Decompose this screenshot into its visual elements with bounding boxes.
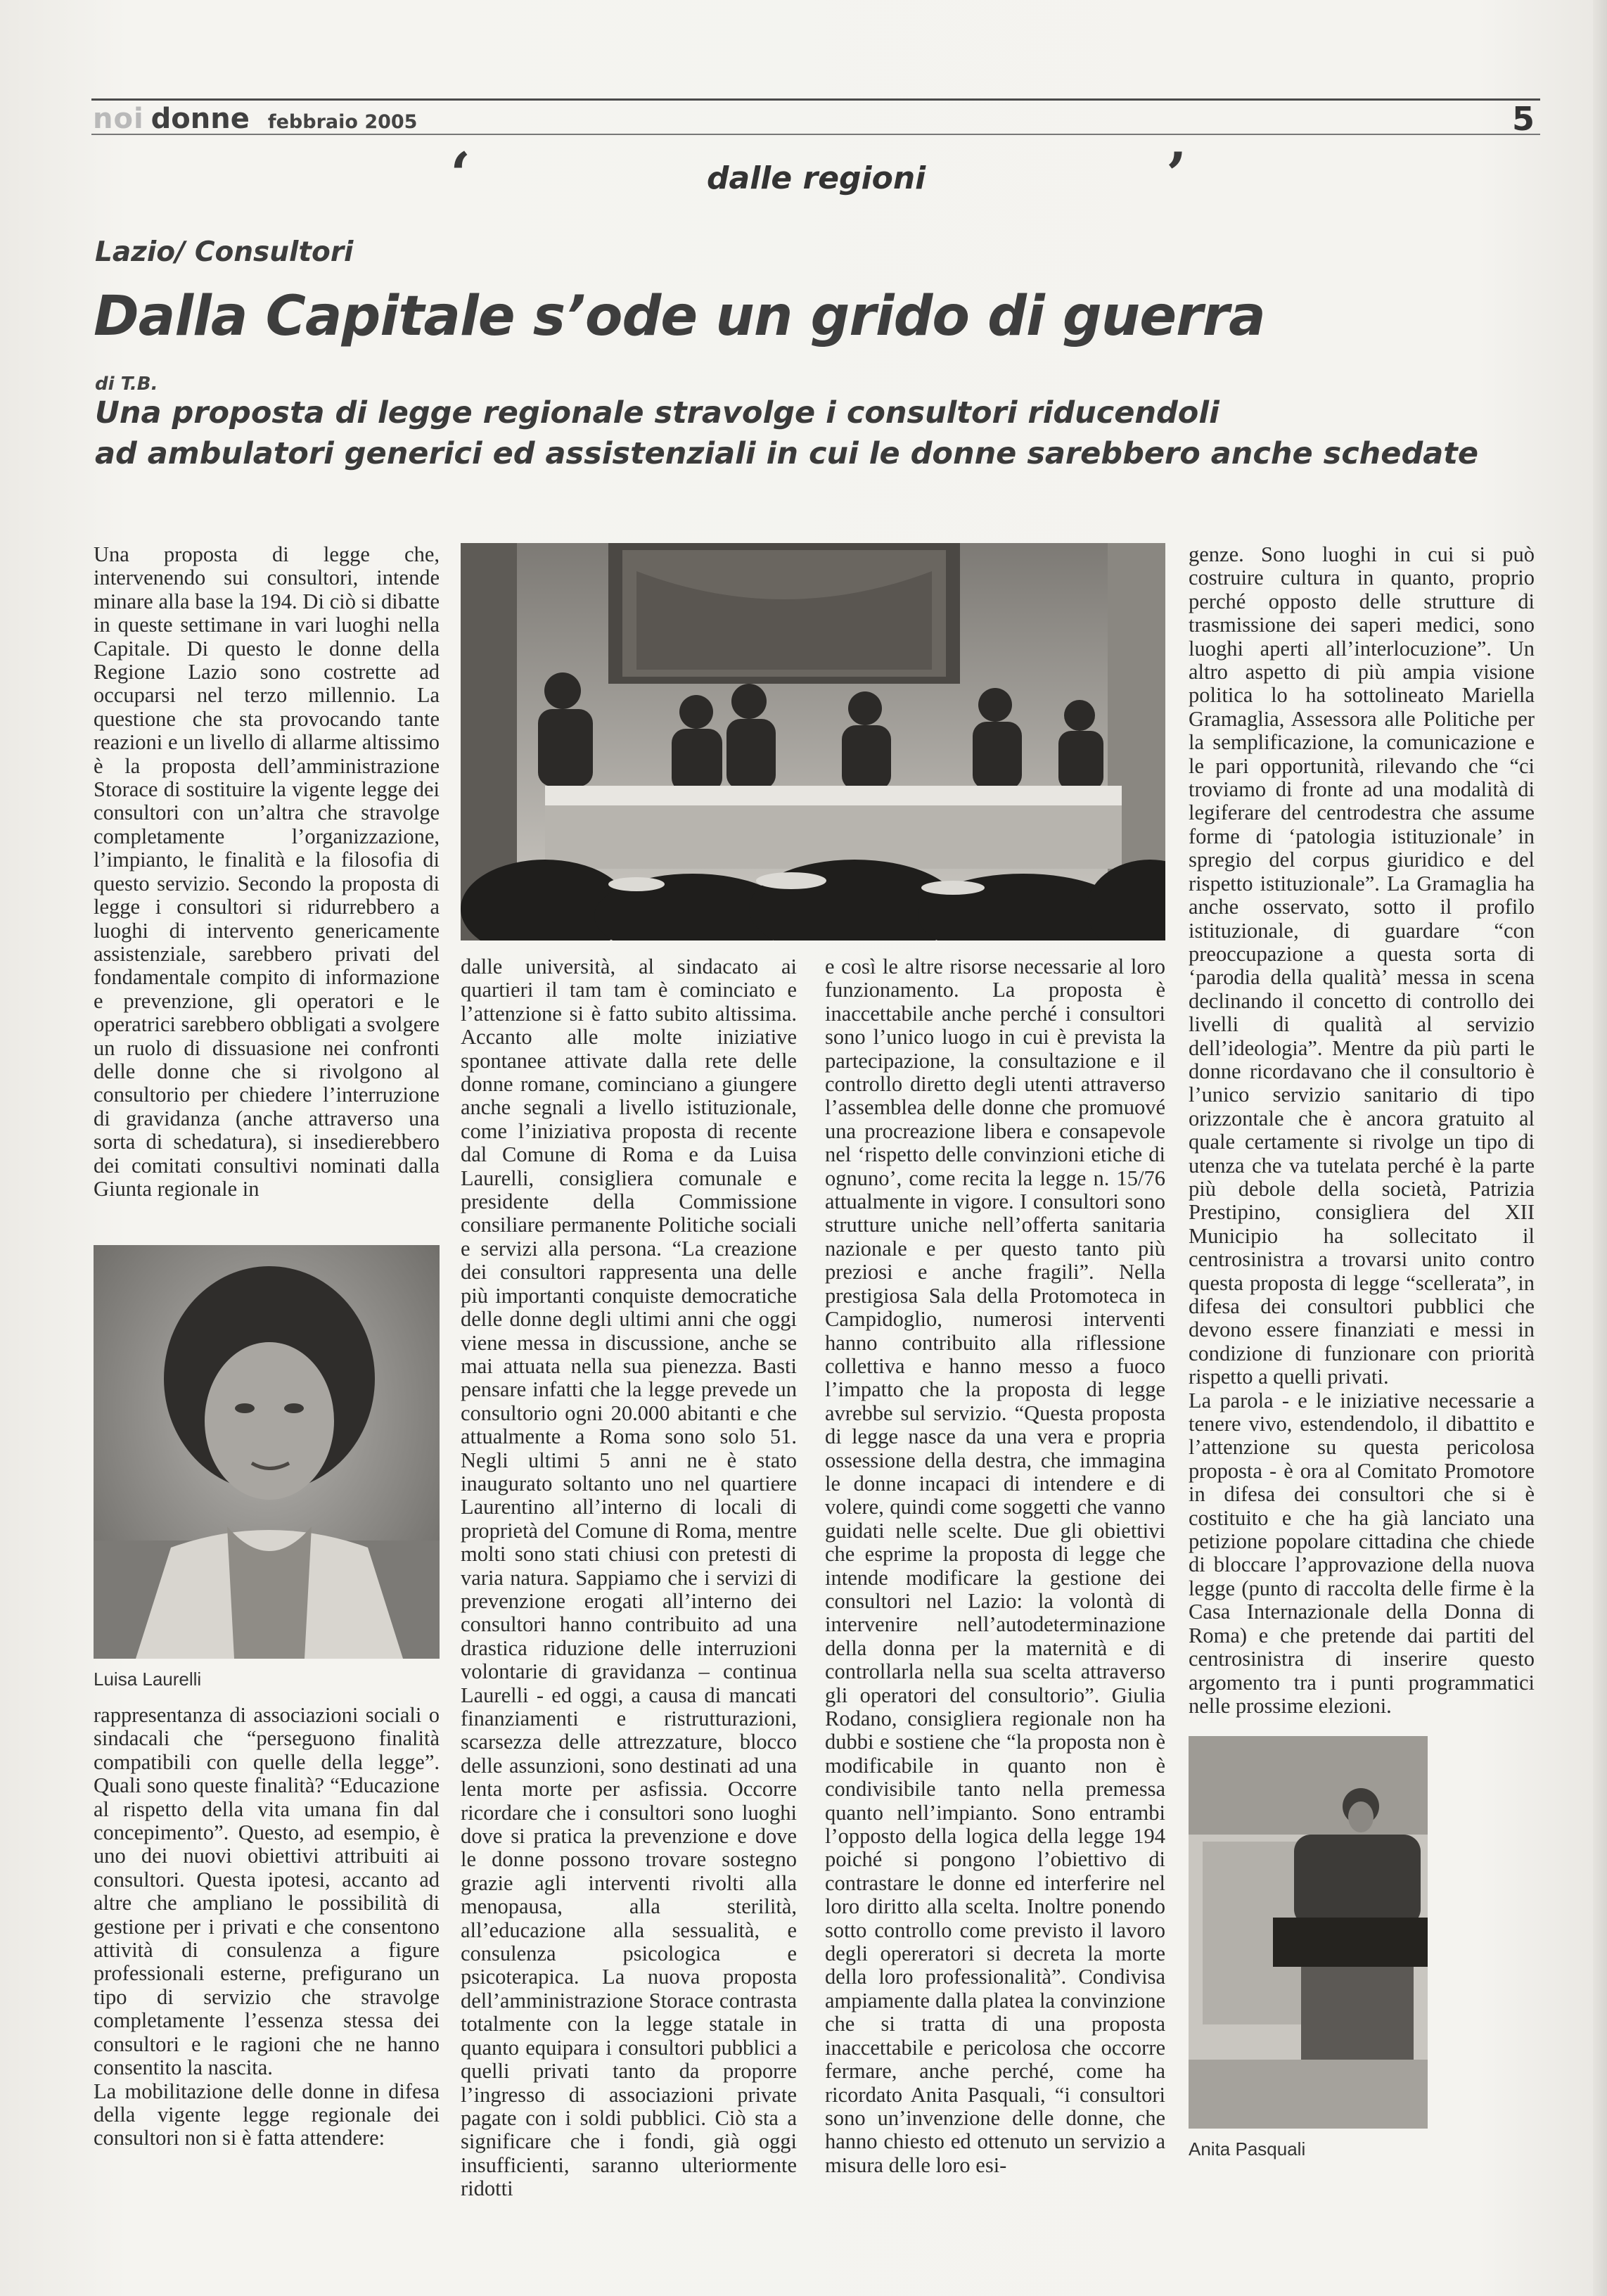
paragraph: La mobilitazione delle donne in difesa della vigente legge regionale dei consultori non si è fatta attendere: xyxy=(94,2079,440,2150)
paragraph: Una proposta di legge che, intervenendo sui consultori, intende minare alla base la 194. Di ciò si dibatte in queste settimane in vari luoghi nella Capitale. Di questo le donne della Regione Lazio sono costrette ad occuparsi nel terzo millennio. La questione che sta provocando tante reazioni e un livello di allarme altissimo è la proposta dell’amministrazione Storace di sostituire la vigente legge dei consultori con un’altra che stravolge completamente l’organizzazione, l’impianto, le finalità e la filosofia di questo servizio. Secondo la proposta di legge i consultori si ridurrebbero a luoghi di intervento genericamente assistenziale, sarebbero privati del fondamentale compito di informazione e prevenzione, gli operatori e le operatrici sarebbero obbligati a svolgere un ruolo di dissuasione nei confronti delle donne che si rivolgono al consultorio per chiedere l’interruzione di gravidanza (anche attraverso una sorta di schedatura), si insedierebbero dei comitati consultivi nominati dalla Giunta regionale in xyxy=(94,542,440,1201)
photo-anita-pasquali xyxy=(1189,1736,1428,2129)
masthead-noi: noi xyxy=(93,103,144,135)
column-1-top xyxy=(94,543,440,1201)
masthead xyxy=(93,103,417,135)
column-3 xyxy=(825,955,1165,2177)
header-rule xyxy=(91,98,1540,101)
issue-date: febbraio 2005 xyxy=(267,111,418,133)
photo-luisa-laurelli xyxy=(94,1245,440,1659)
article-byline: di T.B. xyxy=(95,374,158,395)
article-title: Dalla Capitale s’ode un grido di guerra xyxy=(94,285,1265,348)
column-4 xyxy=(1189,543,1535,1718)
section-close-quote: ’ xyxy=(1166,139,1187,209)
portrait-image xyxy=(1189,1736,1428,2129)
deck-line-1: Una proposta di legge regionale stravolge i consultori riducendoli xyxy=(95,395,1219,431)
photo-conference-panel xyxy=(461,543,1165,940)
caption-luisa-laurelli: Luisa Laurelli xyxy=(94,1669,202,1690)
article-kicker: Lazio/ Consultori xyxy=(95,236,354,268)
paragraph: rappresentanza di associazioni sociali o sindacali che “perseguono finalità compatibili con quelle della legge”. Quali sono queste finalità? “Educazione al rispetto della vita umana fin dal concepimento”. Questo, ad esempio, è uno dei nuovi obiettivi attribuiti ai consultori. Questa ipotesi, accanto ad altre che ampliano le possibilità di gestione per i privati e che consentono attività di consulenza a figure professionali esterne, prefigurano un tipo di servizio che stravolge completamente l’essenza stessa dei consultori e le ragioni che ne hanno consentito la nascita. xyxy=(94,1703,440,2080)
conference-image xyxy=(461,543,1165,940)
deck-line-2: ad ambulatori generici ed assistenziali in cui le donne sarebbero anche schedate xyxy=(95,436,1478,471)
paragraph: genze. Sono luoghi in cui si può costruire cultura in quanto, proprio perché opposto delle strutture di trasmissione dei saperi medici, sono luoghi aperti all’interlocuzione”. Un altro aspetto di più ampia visione politica lo ha sottolineato Mariella Gramaglia, Assessora alle Politiche per la semplificazione, la comunicazione e le pari opportunità, rilevando che “ci troviamo di fronte ad una modalità di legiferare del centrodestra che assume forme di ‘patologia istituzionale’ in spregio del corpus giuridico e del rispetto istituzionale”. La Gramaglia ha anche osservato, sotto il profilo istituzionale, di guardare “con preoccupazione a questa sorta di ‘parodia della qualità’ messa in scena declinando il concetto di controllo dei livelli di qualità al servizio dell’ideologia”. Mentre da più parti le donne ricordavano che il consultorio è l’unico servizio sanitario di tipo orizzontale che è ancora gratuito al quale certamente si rivolge un tipo di utenza che va tutelata perché è la parte più debole della società, Patrizia Prestipino, consigliera del XII Municipio ha sollecitato il centrosinistra a trovarsi unito contro questa proposta di legge “scellerata”, in difesa dei consultori pubblici che devono essere finanziati e messi in condizione di funzionare con priorità rispetto a quelli privati. xyxy=(1189,542,1535,1389)
paragraph: e così le altre risorse necessarie al loro funzionamento. La proposta è inaccettabile anche perché i consultori sono l’unico luogo in cui è prevista la partecipazione, la consultazione e il controllo diretto degli utenti attraverso l’assemblea delle donne che promuové una procreazione libera e consapevole nel ‘rispetto delle convinzioni etiche di ognuno’, come recita la legge n. 15/76 attualmente in vigore. I consultori sono strutture uniche nell’offerta sanitaria nazionale e per questo tanto più preziosi e anche fragili”. Nella prestigiosa Sala della Protomoteca in Campidoglio, numerosi interventi hanno contribuito alla riflessione collettiva e hanno messo a fuoco l’impatto che la proposta di legge avrebbe sul servizio. “Questa proposta di legge nasce da una vera e propria ossessione della destra, che immagina le donne incapaci di intendere e di volere, quindi come soggetti che vanno guidati nelle scelte. Due gli obiettivi che esprime la proposta di legge che intende modificare la gestione dei consultori nel Lazio: la volontà di intervenire nell’autodeterminazione della donna per la maternità e di controllarla nella sua scelta attraverso gli operatori del consultorio”. Giulia Rodano, consigliera regionale non ha dubbi e sostiene che “la proposta non è modificabile in quanto non è condivisibile tanto nella premessa quanto nell’impianto. Sono entrambi l’opposto della logica della legge 194 poiché si pongono l’obiettivo di contrastare le donne ed interferire nel loro diritto alla scelta. Inoltre ponendo sotto controllo come previsto il lavoro degli opereratori si decreta la morte della loro professionalità”. Condivisa ampiamente dalla platea la convinzione che si tratta di una proposta inaccettabile e pericolosa che occorre fermare, anche perché, come ha ricordato Anita Pasquali, “i consultori sono un’invenzione delle donne, che hanno chiesto ed ottenuto un servizio a misura delle loro esi- xyxy=(825,955,1165,2177)
masthead-donne: donne xyxy=(151,103,250,135)
section-label: dalle regioni xyxy=(707,160,926,196)
page-edge-shadow xyxy=(1593,0,1607,2296)
paragraph: dalle università, al sindacato ai quartieri il tam tam è cominciato e l’attenzione si è fatto subito altissima. Accanto alle molte iniziative spontanee attivate dalla rete delle donne romane, cominciano a giungere anche segnali a livello istituzionale, come l’iniziativa proposta di recente dal Comune di Roma e da Luisa Laurelli, consigliera comunale e presidente della Commissione consiliare permanente Politiche sociali e servizi alla persona. “La creazione dei consultori rappresenta una delle più importanti conquiste democratiche delle donne degli ultimi anni che oggi viene messa in discussione, anche se mai attuata nella sua pienezza. Basti pensare infatti che la legge prevede un consultorio ogni 20.000 abitanti e che attualmente a Roma sono solo 51. Negli ultimi 5 anni ne è stato inaugurato soltanto uno nel quartiere Laurentino all’interno di locali di proprietà del Comune di Roma, mentre molti sono stati chiusi con pretesti di varia natura. Sappiamo che i servizi di prevenzione erogati all’interno dei consultori hanno contribuito ad una drastica riduzione delle interruzioni volontarie di gravidanza – continua Laurelli - ed oggi, a causa di mancati finanziamenti e ristrutturazioni, scarsezza delle attrezzature, blocco delle assunzioni, sono destinati ad una lenta morte per asfissia. Occorre ricordare che i consultori sono luoghi dove si pratica la prevenzione e dove le donne possono trovare sostegno grazie agli interventi rivolti alla menopausa, alla sterilità, all’educazione alla sessualità, e consulenza psicologica e psicoterapica. La nuova proposta dell’amministrazione Storace contrasta totalmente con la legge statale in quanto equipara i consultori pubblici a quelli privati tanto da proporre l’ingresso di associazioni private pagate con i soldi pubblici. Ciò sta a significare che i fondi, già oggi insufficienti, saranno ulteriormente ridotti xyxy=(461,955,797,2201)
page-number: 5 xyxy=(1512,100,1535,138)
caption-anita-pasquali: Anita Pasquali xyxy=(1189,2138,1306,2160)
article-deck xyxy=(95,393,1478,474)
column-1-bottom xyxy=(94,1704,440,2150)
column-2 xyxy=(461,955,797,2201)
paragraph: La parola - e le iniziative necessarie a tenere vivo, estendendolo, il dibattito e l’attenzione su questa pericolosa proposta - è ora al Comitato Promotore in difesa dei consultori che si è costituito e che ha già lanciato una petizione popolare cittadina che chiede di bloccare l’approvazione della nuova legge (punto di raccolta delle firme è la Casa Internazionale della Donna di Roma) e che pretende dai partiti del centrosinistra di inserire questo argomento tra i punti programmatici nelle prossime elezioni. xyxy=(1189,1388,1535,1718)
section-open-quote: ‘ xyxy=(450,139,471,209)
portrait-image xyxy=(94,1245,440,1659)
